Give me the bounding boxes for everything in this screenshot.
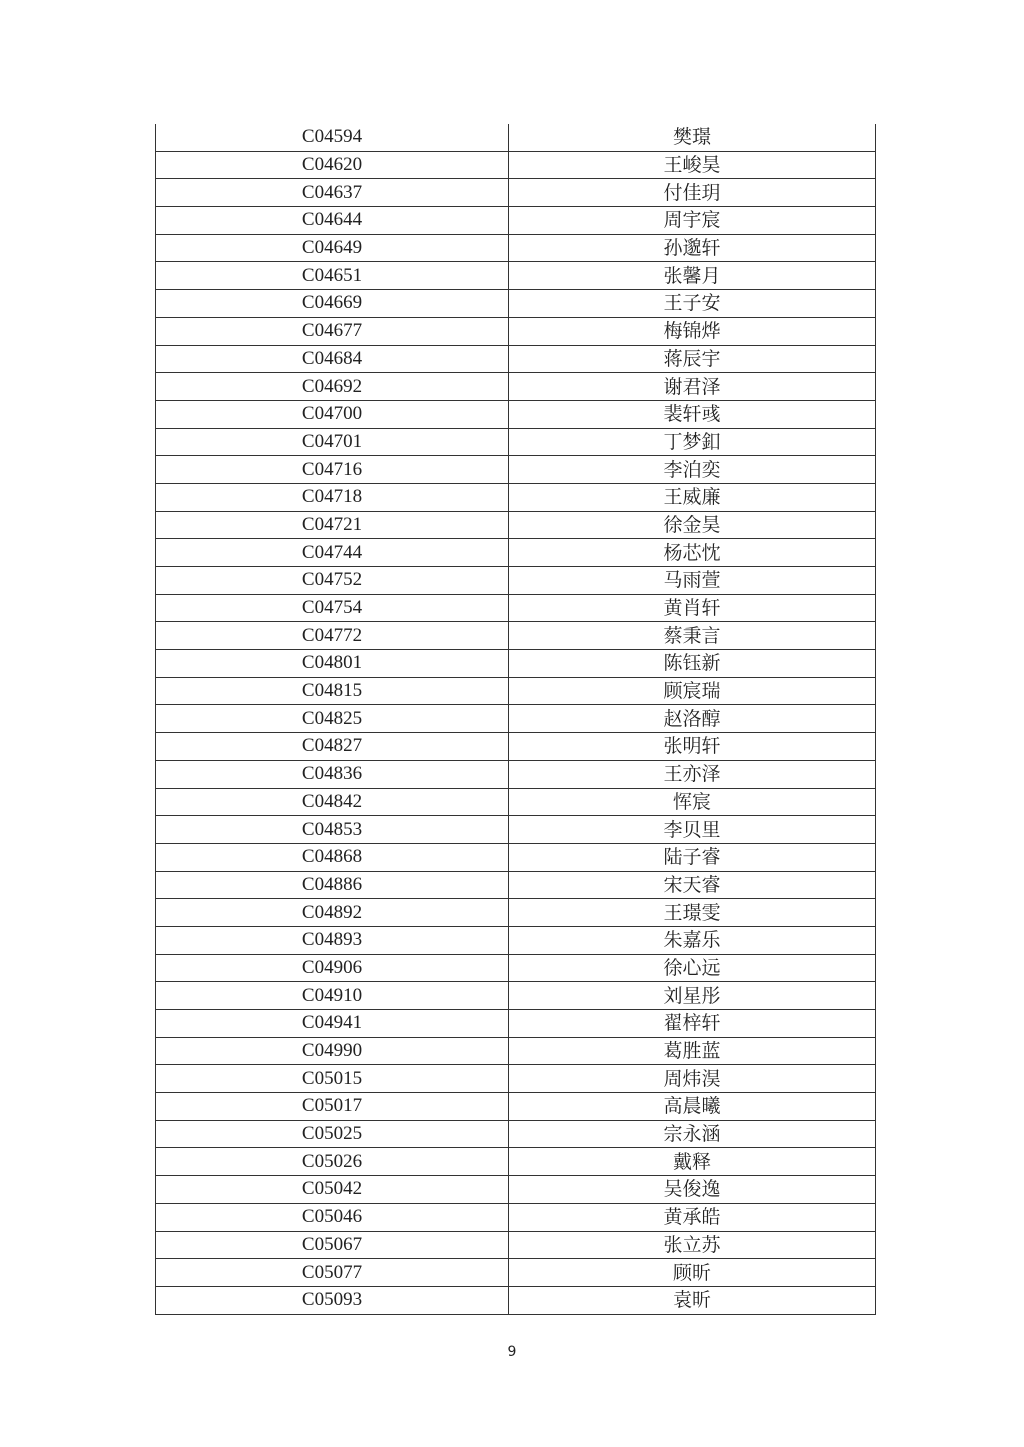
- cell-code: C04893: [156, 926, 509, 954]
- table-row: [156, 400, 876, 428]
- cell-name: 李泊奕: [509, 456, 876, 484]
- cell-name: 王峻昊: [509, 151, 876, 179]
- cell-code: C05025: [156, 1120, 509, 1148]
- cell-code: C04716: [156, 456, 509, 484]
- table-row: [156, 456, 876, 484]
- table-row: [156, 151, 876, 179]
- table-row: [156, 1176, 876, 1204]
- cell-code: C04701: [156, 428, 509, 456]
- cell-name: 袁昕: [509, 1286, 876, 1314]
- cell-code: C04721: [156, 511, 509, 539]
- cell-name: 陆子睿: [509, 843, 876, 871]
- table-row: [156, 622, 876, 650]
- cell-name: 蔡秉言: [509, 622, 876, 650]
- table-row: [156, 345, 876, 373]
- table-row: [156, 982, 876, 1010]
- table-row: [156, 788, 876, 816]
- table-row: [156, 843, 876, 871]
- table-row: [156, 899, 876, 927]
- cell-name: 李贝里: [509, 816, 876, 844]
- table-row: [156, 511, 876, 539]
- cell-name: 宗永涵: [509, 1120, 876, 1148]
- cell-code: C04827: [156, 733, 509, 761]
- cell-code: C05046: [156, 1203, 509, 1231]
- cell-name: 吴俊逸: [509, 1176, 876, 1204]
- cell-code: C04941: [156, 1010, 509, 1038]
- cell-code: C04772: [156, 622, 509, 650]
- cell-code: C04692: [156, 373, 509, 401]
- table-row: [156, 816, 876, 844]
- table-row: [156, 428, 876, 456]
- cell-code: C04744: [156, 539, 509, 567]
- cell-name: 王子安: [509, 290, 876, 318]
- cell-name: 黄肖轩: [509, 594, 876, 622]
- cell-code: C04906: [156, 954, 509, 982]
- cell-name: 梅锦烨: [509, 317, 876, 345]
- cell-name: 周宇宸: [509, 207, 876, 235]
- cell-code: C04637: [156, 179, 509, 207]
- cell-code: C04620: [156, 151, 509, 179]
- cell-code: C04644: [156, 207, 509, 235]
- cell-name: 陈钰新: [509, 650, 876, 678]
- cell-code: C05093: [156, 1286, 509, 1314]
- cell-code: C04815: [156, 677, 509, 705]
- table-row: [156, 760, 876, 788]
- table-row: [156, 567, 876, 595]
- roster-table: [155, 124, 876, 1315]
- cell-code: C04700: [156, 400, 509, 428]
- cell-code: C04886: [156, 871, 509, 899]
- table-row: [156, 179, 876, 207]
- cell-name: 赵洛醇: [509, 705, 876, 733]
- cell-code: C04669: [156, 290, 509, 318]
- cell-code: C04842: [156, 788, 509, 816]
- cell-name: 张明轩: [509, 733, 876, 761]
- cell-code: C05015: [156, 1065, 509, 1093]
- table-row: [156, 290, 876, 318]
- cell-code: C05067: [156, 1231, 509, 1259]
- cell-name: 王威廉: [509, 483, 876, 511]
- cell-name: 宋天睿: [509, 871, 876, 899]
- page-number: 9: [507, 1344, 517, 1360]
- cell-code: C04801: [156, 650, 509, 678]
- table-row: [156, 1037, 876, 1065]
- table-row: [156, 594, 876, 622]
- table-row: [156, 1120, 876, 1148]
- cell-code: C04910: [156, 982, 509, 1010]
- cell-name: 葛胜蓝: [509, 1037, 876, 1065]
- cell-name: 高晨曦: [509, 1093, 876, 1121]
- cell-code: C04677: [156, 317, 509, 345]
- table-row: [156, 733, 876, 761]
- cell-name: 张立苏: [509, 1231, 876, 1259]
- cell-name: 杨芯忱: [509, 539, 876, 567]
- cell-code: C04752: [156, 567, 509, 595]
- table-row: [156, 1259, 876, 1287]
- cell-name: 蒋辰宇: [509, 345, 876, 373]
- cell-name: 刘星彤: [509, 982, 876, 1010]
- cell-code: C05077: [156, 1259, 509, 1287]
- cell-name: 付佳玥: [509, 179, 876, 207]
- cell-code: C04892: [156, 899, 509, 927]
- cell-name: 马雨萱: [509, 567, 876, 595]
- cell-name: 樊璟: [509, 124, 876, 151]
- table-row: [156, 1065, 876, 1093]
- table-row: [156, 1231, 876, 1259]
- table-row: [156, 234, 876, 262]
- table-row: [156, 317, 876, 345]
- cell-code: C04990: [156, 1037, 509, 1065]
- cell-name: 张馨月: [509, 262, 876, 290]
- cell-code: C05026: [156, 1148, 509, 1176]
- table-row: [156, 124, 876, 151]
- table-row: [156, 262, 876, 290]
- table-row: [156, 1286, 876, 1314]
- table-row: [156, 871, 876, 899]
- cell-name: 戴释: [509, 1148, 876, 1176]
- cell-name: 翟梓轩: [509, 1010, 876, 1038]
- table-row: [156, 1093, 876, 1121]
- cell-code: C04754: [156, 594, 509, 622]
- table-row: [156, 650, 876, 678]
- cell-name: 谢君泽: [509, 373, 876, 401]
- cell-name: 孙邈轩: [509, 234, 876, 262]
- table-row: [156, 483, 876, 511]
- cell-code: C04836: [156, 760, 509, 788]
- cell-code: C05017: [156, 1093, 509, 1121]
- roster-table-body: [156, 124, 876, 1314]
- cell-name: 徐金昊: [509, 511, 876, 539]
- cell-code: C04718: [156, 483, 509, 511]
- table-row: [156, 539, 876, 567]
- cell-name: 王亦泽: [509, 760, 876, 788]
- cell-name: 朱嘉乐: [509, 926, 876, 954]
- cell-name: 顾宸瑞: [509, 677, 876, 705]
- cell-name: 黄承皓: [509, 1203, 876, 1231]
- cell-name: 徐心远: [509, 954, 876, 982]
- cell-name: 裴轩彧: [509, 400, 876, 428]
- table-row: [156, 677, 876, 705]
- cell-code: C04649: [156, 234, 509, 262]
- table-row: [156, 373, 876, 401]
- cell-name: 丁梦釦: [509, 428, 876, 456]
- cell-code: C04825: [156, 705, 509, 733]
- table-row: [156, 705, 876, 733]
- table-row: [156, 1010, 876, 1038]
- cell-code: C05042: [156, 1176, 509, 1204]
- cell-code: C04651: [156, 262, 509, 290]
- cell-name: 恽宸: [509, 788, 876, 816]
- table-row: [156, 1203, 876, 1231]
- cell-name: 周炜淏: [509, 1065, 876, 1093]
- cell-name: 顾昕: [509, 1259, 876, 1287]
- cell-name: 王璟雯: [509, 899, 876, 927]
- cell-code: C04594: [156, 124, 509, 151]
- table-row: [156, 954, 876, 982]
- table-row: [156, 926, 876, 954]
- table-row: [156, 207, 876, 235]
- cell-code: C04684: [156, 345, 509, 373]
- table-row: [156, 1148, 876, 1176]
- cell-code: C04853: [156, 816, 509, 844]
- cell-code: C04868: [156, 843, 509, 871]
